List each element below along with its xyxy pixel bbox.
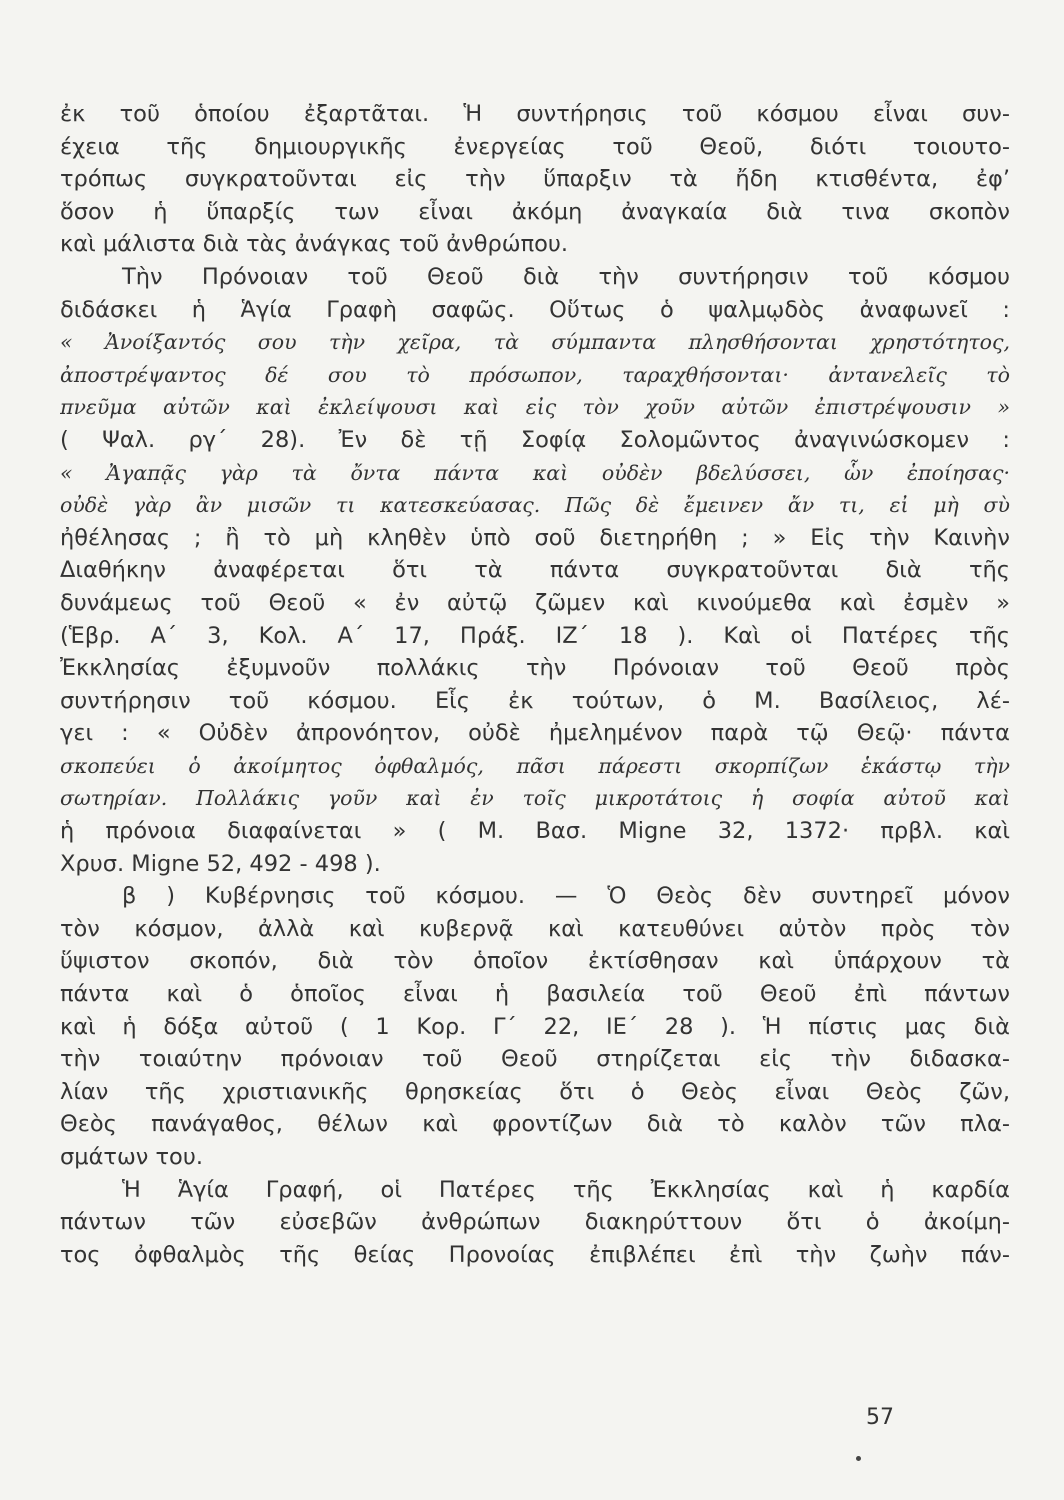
text-line: καὶ μάλιστα διὰ τὰς ἀνάγκας τοῦ ἀνθρώπου. (60, 231, 569, 258)
text-line: τὸν κόσμον, ἀλλὰ καὶ κυβερνᾷ καὶ κατευθύνει αὐτὸν πρὸς τὸν (60, 915, 1010, 942)
quote-line: οὐδὲ γὰρ ἂν μισῶν τι κατεσκεύασας. Πῶς δὲ ἔμεινεν ἄν τι, εἰ μὴ σὺ (60, 493, 1010, 518)
text-line: (Ἑβρ. Α΄ 3, Κολ. Α΄ 17, Πράξ. ΙΖ΄ 18 ). Καὶ οἱ Πατέρες τῆς (60, 622, 1010, 649)
text-line: Χρυσ. Migne 52, 492 - 498 ). (60, 850, 381, 877)
text-line: σμάτων του. (60, 1144, 203, 1170)
text-line: τρόπως συγκρατοῦνται εἰς τὴν ὕπαρξιν τὰ ἤδη κτισθέντα, ἐφ’ (60, 166, 1010, 193)
text-line: πάντα καὶ ὁ ὁποῖος εἶναι ἡ βασιλεία τοῦ Θεοῦ ἐπὶ πάντων (60, 981, 1010, 1008)
text-line: Ἐκκλησίας ἐξυμνοῦν πολλάκις τὴν Πρόνοιαν τοῦ Θεοῦ πρὸς (60, 655, 1010, 682)
section-heading-line: β ) Κυβέρνησις τοῦ κόσμου. — Ὁ Θεὸς δὲν συντηρεῖ μόνον (122, 883, 1010, 910)
quote-line: « Ἀγαπᾷς γὰρ τὰ ὄντα πάντα καὶ οὐδὲν βδελύσσει, ὧν ἐποίησας· (60, 460, 1010, 485)
text-line: πάντων τῶν εὐσεβῶν ἀνθρώπων διακηρύττουν ὅτι ὁ ἀκοίμη- (60, 1209, 1010, 1236)
quote-line: « Ἀνοίξαντός σου τὴν χεῖρα, τὰ σύμπαντα πλησθήσονται χρηστότητος, (60, 330, 1010, 355)
text-line: ὕψιστον σκοπόν, διὰ τὸν ὁποῖον ἐκτίσθησαν καὶ ὑπάρχουν τὰ (60, 948, 1010, 975)
text-line: καὶ ἡ δόξα αὐτοῦ ( 1 Κορ. Γ΄ 22, ΙΕ΄ 28 ). Ἡ πίστις μας διὰ (60, 1013, 1010, 1040)
text-line: διδάσκει ἡ Ἁγία Γραφὴ σαφῶς. Οὕτως ὁ ψαλμῳδὸς ἀναφωνεῖ : (60, 296, 1010, 323)
text-line: γει : « Οὐδὲν ἀπρονόητον, οὐδὲ ἠμελημένον παρὰ τῷ Θεῷ· πάντα (60, 720, 1010, 747)
body-text (60, 98, 1010, 1271)
text-line: Τὴν Πρόνοιαν τοῦ Θεοῦ διὰ τὴν συντήρησιν τοῦ κόσμου (122, 263, 1010, 290)
text-line: ( Ψαλ. ργ΄ 28). Ἐν δὲ τῇ Σοφίᾳ Σολομῶντος ἀναγινώσκομεν : (60, 426, 1010, 453)
page-number: 57 (866, 1405, 894, 1430)
text-line: Θεὸς πανάγαθος, θέλων καὶ φροντίζων διὰ τὸ καλὸν τῶν πλα- (60, 1111, 1010, 1138)
text-line: δυνάμεως τοῦ Θεοῦ « ἐν αὐτῷ ζῶμεν καὶ κινούμεθα καὶ ἐσμὲν » (60, 589, 1010, 616)
text-line: ἐκ τοῦ ὁποίου ἐξαρτᾶται. Ἡ συντήρησις τοῦ κόσμου εἶναι συν- (60, 101, 1010, 127)
quote-line: σκοπεύει ὁ ἀκοίμητος ὀφθαλμός, πᾶσι πάρεστι σκορπίζων ἑκάστῳ τὴν (60, 753, 1010, 778)
text-line: ἡ πρόνοια διαφαίνεται » ( Μ. Βασ. Migne 32, 1372· πρβλ. καὶ (60, 818, 1010, 845)
quote-line: σωτηρίαν. Πολλάκις γοῦν καὶ ἐν τοῖς μικροτάτοις ἡ σοφία αὐτοῦ καὶ (60, 786, 1010, 811)
text-line: τὴν τοιαύτην πρόνοιαν τοῦ Θεοῦ στηρίζεται εἰς τὴν διδασκα- (60, 1046, 1010, 1073)
text-line: Ἡ Ἁγία Γραφή, οἱ Πατέρες τῆς Ἐκκλησίας καὶ ἡ καρδία (122, 1176, 1010, 1203)
text-line: ὅσον ἡ ὕπαρξίς των εἶναι ἀκόμη ἀναγκαία διὰ τινα σκοπὸν (60, 198, 1010, 225)
quote-line: πνεῦμα αὐτῶν καὶ ἐκλείψουσι καὶ εἰς τὸν χοῦν αὐτῶν ἐπιστρέψουσιν » (60, 395, 1010, 420)
text-line: λίαν τῆς χριστιανικῆς θρησκείας ὅτι ὁ Θεὸς εἶναι Θεὸς ζῶν, (60, 1078, 1010, 1105)
text-line: συντήρησιν τοῦ κόσμου. Εἷς ἐκ τούτων, ὁ Μ. Βασίλειος, λέ- (60, 687, 1010, 714)
text-line: έχεια τῆς δημιουργικῆς ἐνεργείας τοῦ Θεοῦ, διότι τοιουτο- (60, 133, 1010, 160)
dot-mark (856, 1456, 861, 1461)
quote-line: ἀποστρέψαντος δέ σου τὸ πρόσωπον, ταραχθήσονται· ἀντανελεῖς τὸ (60, 362, 1010, 387)
text-line: ἠθέλησας ; ἢ τὸ μὴ κληθὲν ὑπὸ σοῦ διετηρήθη ; » Εἰς τὴν Καινὴν (60, 524, 1010, 551)
text-line: Διαθήκην ἀναφέρεται ὅτι τὰ πάντα συγκρατοῦνται διὰ τῆς (60, 557, 1010, 584)
text-line: τος ὀφθαλμὸς τῆς θείας Προνοίας ἐπιβλέπει ἐπὶ τὴν ζωὴν πάν- (60, 1241, 1010, 1268)
